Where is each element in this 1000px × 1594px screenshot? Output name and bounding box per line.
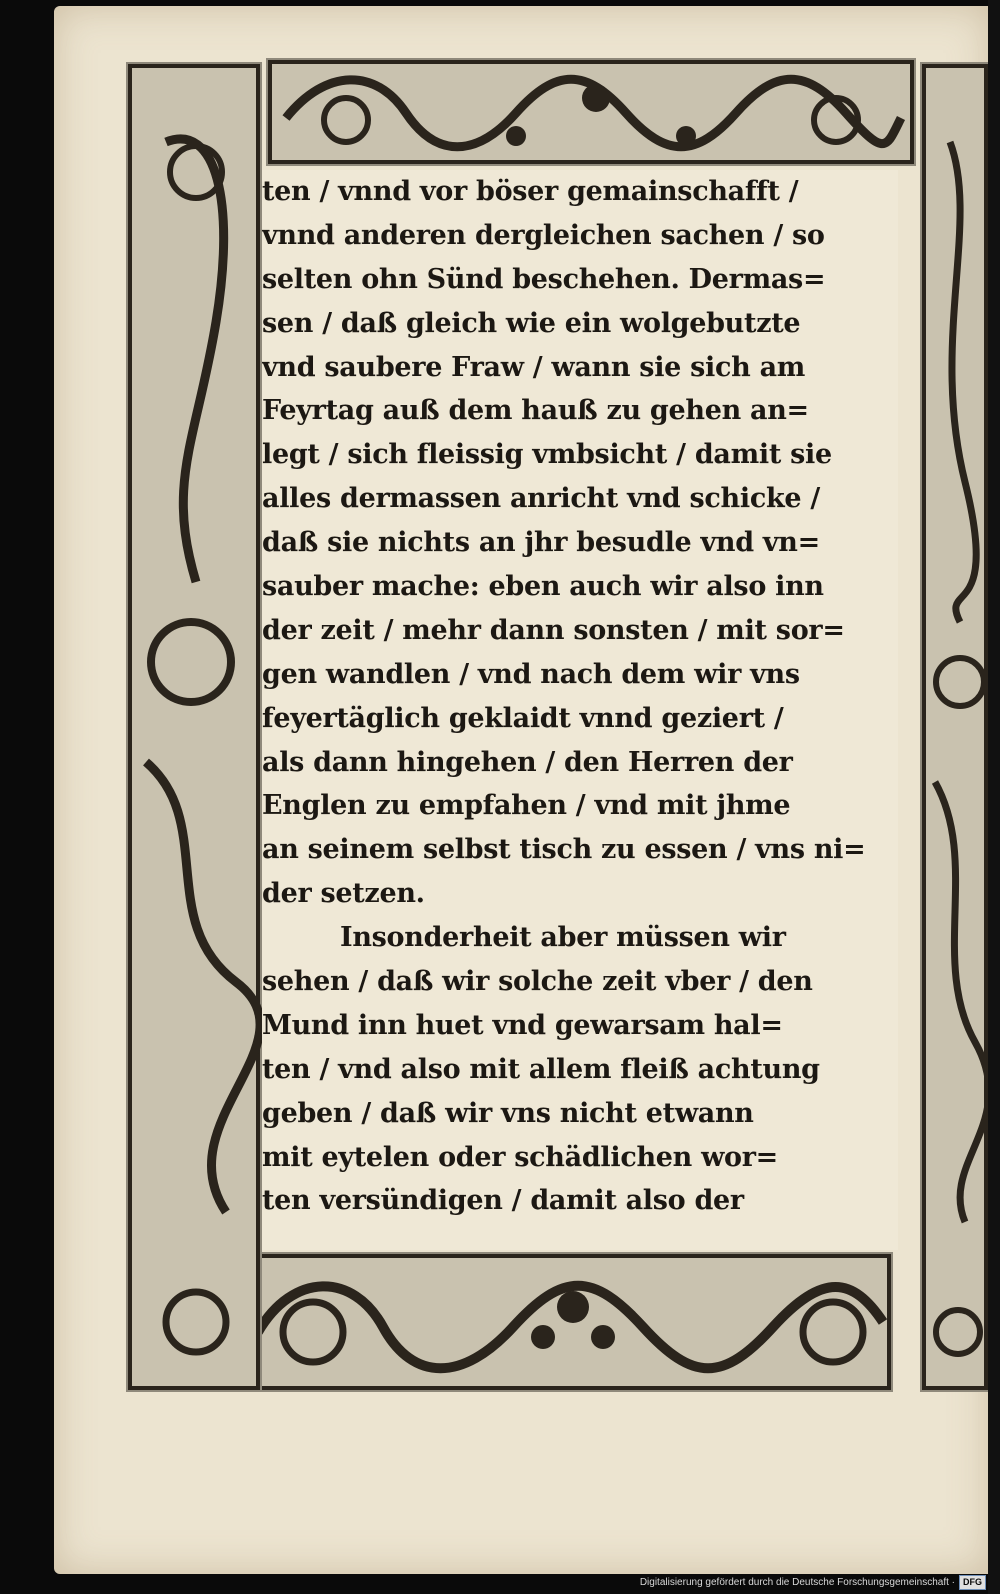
right-figure-border <box>920 62 990 1392</box>
text-line: als dann hingehen / den Herren der <box>262 746 793 778</box>
text-line: Englen zu empfahen / vnd mit jhme <box>262 790 791 822</box>
text-line: Feyrtag auß dem hauß zu gehen an= <box>262 395 809 427</box>
credit-text: Digitalisierung gefördert durch die Deutsche Forschungsgemeinschaft · <box>639 1576 955 1588</box>
text-line: feyertäglich geklaidt vnnd geziert / <box>262 702 784 734</box>
text-line-paragraph-start: Insonderheit aber müssen wir <box>340 922 786 954</box>
text-line: sen / daß gleich wie ein wolgebutzte <box>262 307 801 339</box>
text-line: der zeit / mehr dann sonsten / mit sor= <box>262 614 845 646</box>
text-line: vnd saubere Fraw / wann sie sich am <box>262 351 806 383</box>
text-lines <box>262 170 898 1223</box>
digitization-credit <box>640 1574 986 1590</box>
text-line: an seinem selbst tisch zu essen / vns ni= <box>262 834 866 866</box>
text-line: ten / vnd also mit allem fleiß achtung <box>262 1053 820 1085</box>
text-line: gen wandlen / vnd nach dem wir vns <box>262 658 800 690</box>
dfg-logo: DFG <box>959 1575 986 1590</box>
text-line: sehen / daß wir solche zeit vber / den <box>262 966 813 998</box>
bottom-ornament-border <box>243 1252 893 1392</box>
text-line: ten versündigen / damit also der <box>262 1185 744 1217</box>
text-line: legt / sich fleissig vmbsicht / damit sie <box>262 439 832 471</box>
text-line: alles dermassen anricht vnd schicke / <box>262 483 820 515</box>
text-line: Mund inn huet vnd gewarsam hal= <box>262 1009 783 1041</box>
top-ornament-border <box>266 58 916 166</box>
text-line: sauber mache: eben auch wir also inn <box>262 571 824 603</box>
text-line: der setzen. <box>262 878 425 910</box>
foliage-scroll-ornament <box>266 58 916 166</box>
text-line: mit eytelen oder schädlichen wor= <box>262 1141 779 1173</box>
text-line: daß sie nichts an jhr besudle vnd vn= <box>262 527 820 559</box>
woodcut-figure-ornament <box>920 62 990 1392</box>
text-block <box>262 170 898 1250</box>
woodcut-figure-ornament <box>126 62 262 1392</box>
left-figure-border <box>126 62 262 1392</box>
scan-right-edge <box>988 0 1000 1594</box>
text-line: ten / vnnd vor böser gemainschafft / <box>262 176 799 207</box>
grape-vine-ornament <box>243 1252 893 1392</box>
text-line: geben / daß wir vns nicht etwann <box>262 1097 754 1129</box>
text-line: selten ohn Sünd beschehen. Dermas= <box>262 263 826 295</box>
text-line: vnnd anderen dergleichen sachen / so <box>262 219 825 251</box>
